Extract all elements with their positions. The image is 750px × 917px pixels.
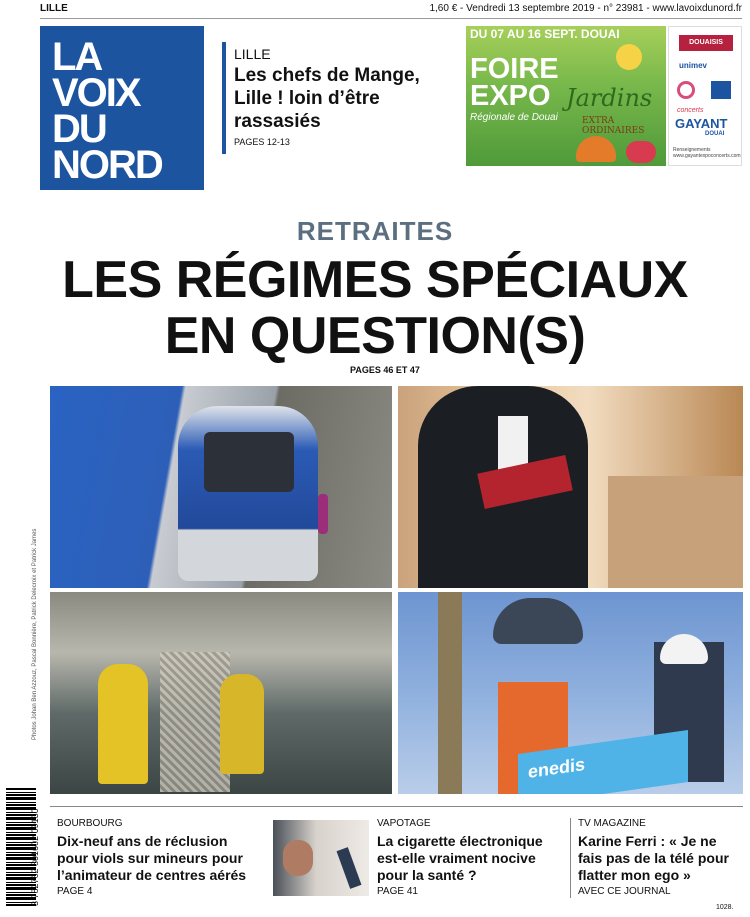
vaping-photo — [273, 820, 369, 896]
story-bourbourg[interactable] — [57, 818, 257, 897]
fisherman-figure — [220, 674, 264, 774]
ad-title-line: FOIRE — [470, 53, 559, 85]
ad-theme-sub: EXTRA ORDINAIRES — [582, 116, 645, 136]
logo-line: DU — [52, 107, 106, 151]
logo-line: VOIX — [52, 71, 140, 115]
ad-partners — [668, 26, 742, 166]
logo-line: NORD — [52, 143, 162, 187]
face-graphic — [283, 840, 313, 876]
logo-line: LA — [52, 35, 102, 79]
footer-code: 1028. — [716, 904, 734, 911]
fishermen-photo — [50, 592, 392, 794]
top-info-bar — [40, 0, 742, 19]
partner-logo: GAYANT — [675, 116, 728, 131]
person-figure — [318, 494, 328, 534]
partner-logo: DOUAI — [705, 131, 725, 137]
teaser-pages: PAGES 12-13 — [234, 137, 290, 147]
ring-logo-icon — [677, 81, 695, 99]
story-tv-magazine[interactable] — [578, 818, 743, 897]
partner-logo: DOUAISIS — [679, 35, 733, 51]
partner-logo: concerts — [677, 107, 704, 114]
street-lamp — [493, 598, 583, 644]
story-kicker: BOURBOURG — [57, 818, 123, 829]
flower-graphic — [576, 136, 616, 162]
court-bench — [608, 476, 743, 588]
utility-pole — [438, 592, 462, 794]
teaser-title: Les chefs de Mange, Lille ! loin d’être rassasiés — [234, 65, 420, 132]
partner-logo: unimev — [679, 61, 708, 70]
photo-credit-text: Photos Johan Ben Azzouz, Pascal Bonnière, Patrick Delecroix et Patrick James — [32, 528, 38, 740]
ad-subtitle: Régionale de Douai — [470, 112, 558, 123]
photo-credit — [32, 420, 44, 740]
ad-title-line: EXPO — [470, 80, 551, 112]
helmet-graphic — [660, 634, 708, 664]
story-page: PAGE 4 — [57, 886, 93, 897]
vape-device — [337, 847, 362, 889]
ad-info: Renseignements www.gayantexpoconcerts.com — [673, 147, 741, 159]
electricians-photo — [398, 592, 743, 794]
train-window — [204, 432, 294, 492]
headline-pages: PAGES 46 ET 47 — [350, 365, 420, 375]
headline-line: EN QUESTION(S) — [164, 307, 586, 365]
barcode-digits: 3 782762 801602 09130 — [30, 808, 40, 906]
enedis-label: enedis — [528, 753, 586, 783]
bottom-divider — [50, 806, 743, 807]
main-headline[interactable] — [0, 252, 750, 364]
story-kicker: VAPOTAGE — [377, 818, 431, 829]
masthead-logo[interactable] — [40, 26, 204, 190]
teaser-kicker: LILLE — [234, 46, 271, 62]
headline-line: LES RÉGIMES SPÉCIAUX — [62, 251, 688, 309]
square-logo-icon — [711, 81, 731, 99]
flower-graphic — [626, 141, 656, 163]
edition-city: LILLE — [40, 3, 68, 14]
ad-dates: DU 07 AU 16 SEPT. DOUAI — [470, 27, 620, 41]
story-kicker: TV MAGAZINE — [578, 818, 646, 829]
story-title: La cigarette électronique est-elle vraiment nocive pour la santé ? — [377, 833, 543, 883]
story-page: PAGE 41 — [377, 886, 418, 897]
lawyer-photo — [398, 386, 743, 588]
story-title: Dix-neuf ans de réclusion pour viols sur mineurs pour l’animateur de centres aérés — [57, 833, 247, 883]
story-vapotage[interactable] — [377, 818, 567, 897]
ad-visual — [466, 26, 666, 166]
train-photo — [50, 386, 392, 588]
ad-theme: Jardins — [566, 84, 653, 112]
story-page: AVEC CE JOURNAL — [578, 886, 671, 897]
top-teaser[interactable] — [222, 42, 452, 154]
issue-meta: 1,60 € - Vendredi 13 septembre 2019 - n° 23981 - www.lavoixdunord.fr — [429, 3, 742, 14]
foire-expo-ad[interactable] — [466, 26, 742, 166]
story-title: Karine Ferri : « Je ne fais pas de la télé pour flatter mon ego » — [578, 833, 729, 883]
ad-title — [470, 53, 559, 112]
sun-graphic — [616, 44, 642, 70]
fisherman-figure — [98, 664, 148, 784]
column-divider — [570, 818, 571, 898]
section-kicker: RETRAITES — [296, 216, 454, 246]
